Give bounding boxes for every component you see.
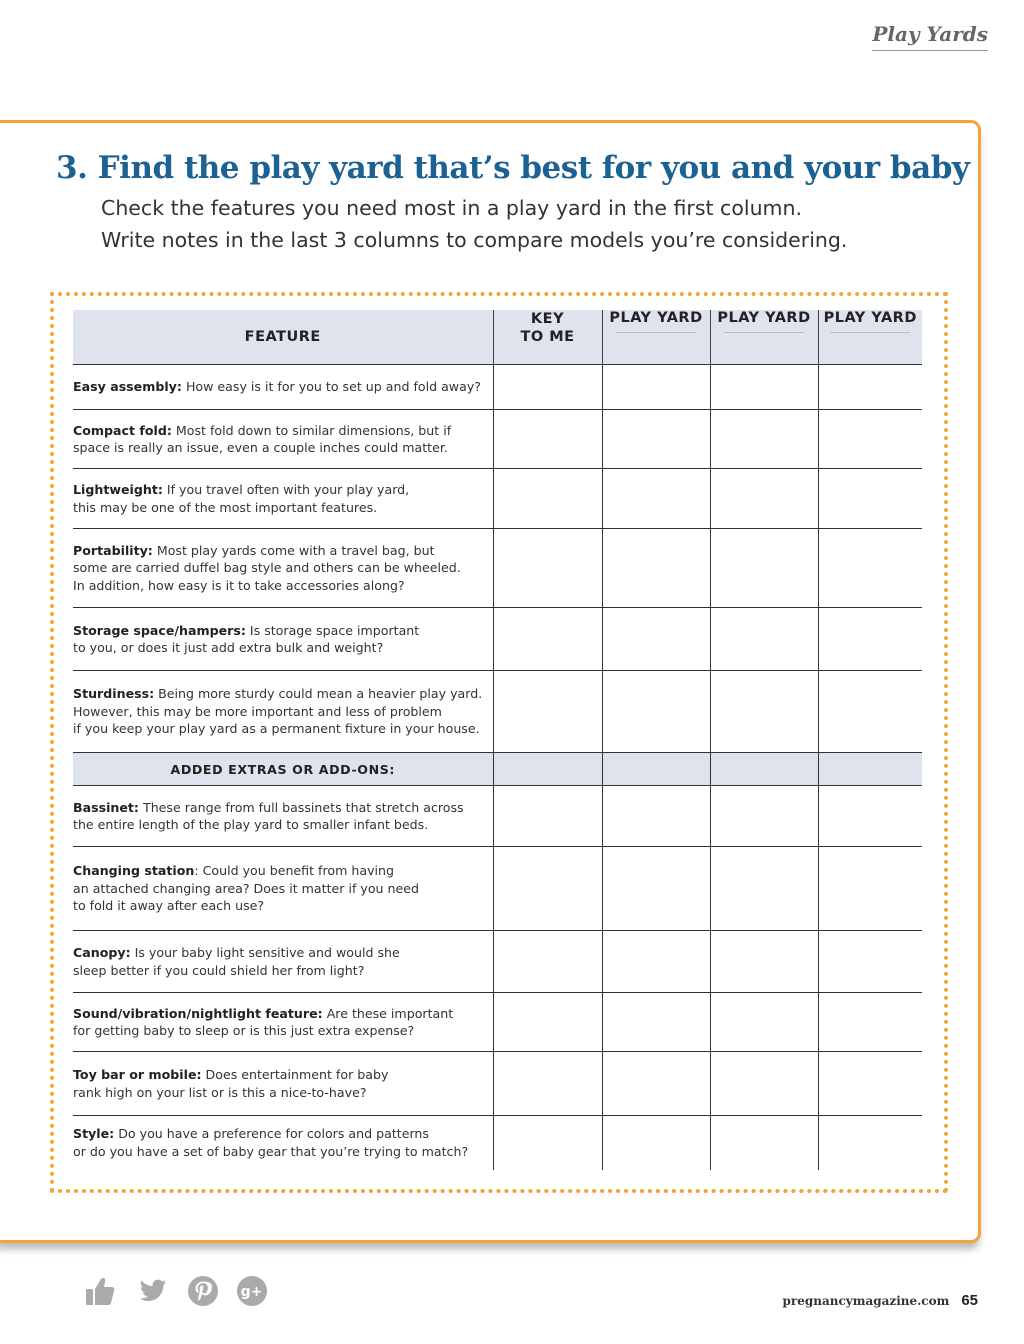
feature-detail: this may be one of the most important features. — [73, 499, 378, 515]
table-header-row — [73, 310, 922, 365]
feature-detail: Are these important — [326, 1005, 454, 1021]
play-yard-3-notes[interactable] — [818, 671, 922, 753]
feature-detail: an attached changing area? Does it matter if you need — [73, 880, 420, 896]
table-row — [73, 993, 922, 1052]
play-yard-2-notes[interactable] — [710, 993, 818, 1052]
feature-title: Compact fold: — [73, 422, 172, 438]
play-yard-1-notes[interactable] — [602, 365, 710, 410]
feature-detail: How easy is it for you to set up and fold away? — [185, 379, 481, 395]
table-body — [73, 365, 922, 1170]
feature-description — [73, 1116, 493, 1170]
feature-title: Sturdiness: — [73, 686, 155, 702]
play-yard-label: PLAY YARD — [717, 310, 811, 326]
feature-detail: the entire length of the play yard to smaller infant beds. — [73, 817, 429, 832]
feature-detail: These range from full bassinets that stretch across — [143, 799, 464, 815]
play-yard-2-notes[interactable] — [710, 786, 818, 847]
thumbs-up-icon[interactable] — [84, 1275, 116, 1307]
feature-detail: Does entertainment for baby — [205, 1067, 389, 1082]
feature-description — [73, 671, 493, 753]
feature-title: Toy bar or mobile: — [73, 1067, 202, 1082]
key-label-line2: TO ME — [520, 329, 575, 345]
play-yard-1-notes[interactable] — [602, 410, 710, 469]
feature-title: Style: — [73, 1126, 115, 1142]
play-yard-1-notes[interactable] — [602, 931, 710, 993]
key-to-me-checkbox[interactable] — [493, 365, 602, 410]
feature-detail: Do you have a preference for colors and patterns — [118, 1126, 429, 1142]
extras-label: ADDED EXTRAS OR ADD-ONS: — [73, 753, 493, 786]
play-yard-1-notes[interactable] — [602, 847, 710, 931]
key-to-me-checkbox[interactable] — [493, 931, 602, 993]
table-row — [73, 1116, 922, 1170]
website-link[interactable]: pregnancymagazine.com — [782, 1294, 950, 1308]
feature-description — [73, 365, 493, 410]
play-yard-3-notes[interactable] — [818, 1116, 922, 1170]
key-to-me-checkbox[interactable] — [493, 786, 602, 847]
feature-description — [73, 1052, 493, 1116]
feature-detail: space is really an issue, even a couple inches could matter. — [73, 440, 448, 455]
column-header-play-yard-1 — [602, 310, 710, 365]
feature-description — [73, 608, 493, 671]
intro-line: Write notes in the last 3 columns to compare models you’re considering. — [101, 228, 848, 252]
column-header-play-yard-2 — [710, 310, 818, 365]
feature-description — [73, 847, 493, 931]
play-yard-2-notes[interactable] — [710, 671, 818, 753]
feature-title: Storage space/hampers: — [73, 622, 246, 638]
table-row — [73, 931, 922, 993]
feature-detail: Most play yards come with a travel bag, but — [156, 542, 435, 558]
key-to-me-checkbox[interactable] — [493, 469, 602, 529]
comparison-table — [73, 310, 922, 1170]
feature-title: Canopy: — [73, 945, 131, 960]
table-row — [73, 1052, 922, 1116]
play-yard-2-notes[interactable] — [710, 365, 818, 410]
feature-detail: to fold it away after each use? — [73, 898, 265, 914]
section-tag: Play Yards — [872, 22, 988, 51]
feature-detail: Being more sturdy could mean a heavier play yard. — [158, 686, 483, 702]
play-yard-1-notes[interactable] — [602, 993, 710, 1052]
page-number: 65 — [961, 1292, 978, 1309]
pinterest-icon[interactable] — [187, 1275, 219, 1307]
feature-detail: for getting baby to sleep or is this just extra expense? — [73, 1023, 415, 1038]
feature-title: Easy assembly: — [73, 379, 182, 395]
play-yard-3-notes[interactable] — [818, 365, 922, 410]
play-yard-2-notes[interactable] — [710, 847, 818, 931]
table-row — [73, 469, 922, 529]
twitter-icon[interactable] — [136, 1275, 168, 1307]
play-yard-2-notes[interactable] — [710, 608, 818, 671]
table-row — [73, 365, 922, 410]
key-label-line1: KEY — [530, 311, 565, 327]
play-yard-2-notes[interactable] — [710, 931, 818, 993]
play-yard-2-notes[interactable] — [710, 469, 818, 529]
google-plus-icon[interactable] — [236, 1275, 268, 1307]
play-yard-3-notes[interactable] — [818, 410, 922, 469]
intro-text — [101, 192, 847, 256]
play-yard-2-notes[interactable] — [710, 1052, 818, 1116]
play-yard-3-notes[interactable] — [818, 529, 922, 608]
play-yard-label: PLAY YARD — [823, 310, 917, 326]
feature-detail: to you, or does it just add extra bulk and weight? — [73, 640, 384, 655]
feature-detail: However, this may be more important and less of problem — [73, 703, 442, 719]
table-row — [73, 671, 922, 753]
column-header-play-yard-3 — [818, 310, 922, 365]
play-yard-3-notes[interactable] — [818, 847, 922, 931]
extras-header-row — [73, 753, 922, 786]
feature-description — [73, 993, 493, 1052]
feature-detail: : Could you benefit from having — [194, 863, 394, 879]
play-yard-1-notes[interactable] — [602, 671, 710, 753]
feature-detail: If you travel often with your play yard, — [166, 482, 410, 497]
feature-detail: sleep better if you could shield her from light? — [73, 962, 365, 978]
table-row — [73, 608, 922, 671]
play-yard-2-notes[interactable] — [710, 529, 818, 608]
play-yard-3-notes[interactable] — [818, 931, 922, 993]
play-yard-1-notes[interactable] — [602, 529, 710, 608]
page-title: 3. Find the play yard that’s best for you and your baby — [56, 150, 970, 186]
play-yard-3-notes[interactable] — [818, 993, 922, 1052]
play-yard-2-notes[interactable] — [710, 1116, 818, 1170]
table-row — [73, 529, 922, 608]
feature-description — [73, 469, 493, 529]
key-to-me-checkbox[interactable] — [493, 1116, 602, 1170]
feature-detail: rank high on your list or is this a nice-to-have? — [73, 1084, 367, 1100]
feature-description — [73, 410, 493, 469]
extras-header-cell — [818, 753, 922, 786]
play-yard-name-line[interactable] — [830, 332, 910, 333]
feature-title: Lightweight: — [73, 482, 163, 497]
feature-title: Changing station — [73, 863, 195, 879]
extras-header-cell — [493, 753, 602, 786]
svg-text:g+: g+ — [240, 1284, 263, 1300]
play-yard-3-notes[interactable] — [818, 1052, 922, 1116]
feature-detail: or do you have a set of baby gear that you’re trying to match? — [73, 1143, 469, 1159]
extras-header-cell — [602, 753, 710, 786]
play-yard-1-notes[interactable] — [602, 469, 710, 529]
table-row — [73, 410, 922, 469]
feature-title: Bassinet: — [73, 799, 139, 815]
play-yard-1-notes[interactable] — [602, 608, 710, 671]
feature-detail: some are carried duffel bag style and others can be wheeled. — [73, 560, 461, 576]
column-header-feature: FEATURE — [73, 310, 493, 365]
play-yard-2-notes[interactable] — [710, 410, 818, 469]
play-yard-label: PLAY YARD — [609, 310, 703, 326]
feature-detail: In addition, how easy is it to take accessories along? — [73, 577, 405, 593]
key-to-me-checkbox[interactable] — [493, 671, 602, 753]
play-yard-3-notes[interactable] — [818, 786, 922, 847]
extras-header-cell — [710, 753, 818, 786]
feature-title: Portability: — [73, 542, 153, 558]
feature-description — [73, 529, 493, 608]
play-yard-1-notes[interactable] — [602, 786, 710, 847]
feature-detail: Is storage space important — [249, 622, 420, 638]
page-footer — [783, 1292, 979, 1309]
feature-title: Sound/vibration/nightlight feature: — [73, 1005, 323, 1021]
key-to-me-checkbox[interactable] — [493, 410, 602, 469]
play-yard-3-notes[interactable] — [818, 608, 922, 671]
intro-line: Check the features you need most in a play yard in the first column. — [101, 196, 803, 220]
key-to-me-checkbox[interactable] — [493, 847, 602, 931]
column-header-key-to-me — [493, 310, 602, 365]
feature-description — [73, 786, 493, 847]
key-to-me-checkbox[interactable] — [493, 608, 602, 671]
key-to-me-checkbox[interactable] — [493, 1052, 602, 1116]
feature-detail: Most fold down to similar dimensions, but if — [175, 422, 452, 438]
table-row — [73, 786, 922, 847]
play-yard-1-notes[interactable] — [602, 1052, 710, 1116]
feature-detail: if you keep your play yard as a permanent fixture in your house. — [73, 721, 480, 737]
key-to-me-checkbox[interactable] — [493, 529, 602, 608]
key-to-me-checkbox[interactable] — [493, 993, 602, 1052]
feature-description — [73, 931, 493, 993]
feature-detail: Is your baby light sensitive and would she — [134, 945, 400, 960]
play-yard-3-notes[interactable] — [818, 469, 922, 529]
play-yard-name-line[interactable] — [724, 332, 804, 333]
table-row — [73, 847, 922, 931]
play-yard-name-line[interactable] — [616, 332, 696, 333]
play-yard-1-notes[interactable] — [602, 1116, 710, 1170]
